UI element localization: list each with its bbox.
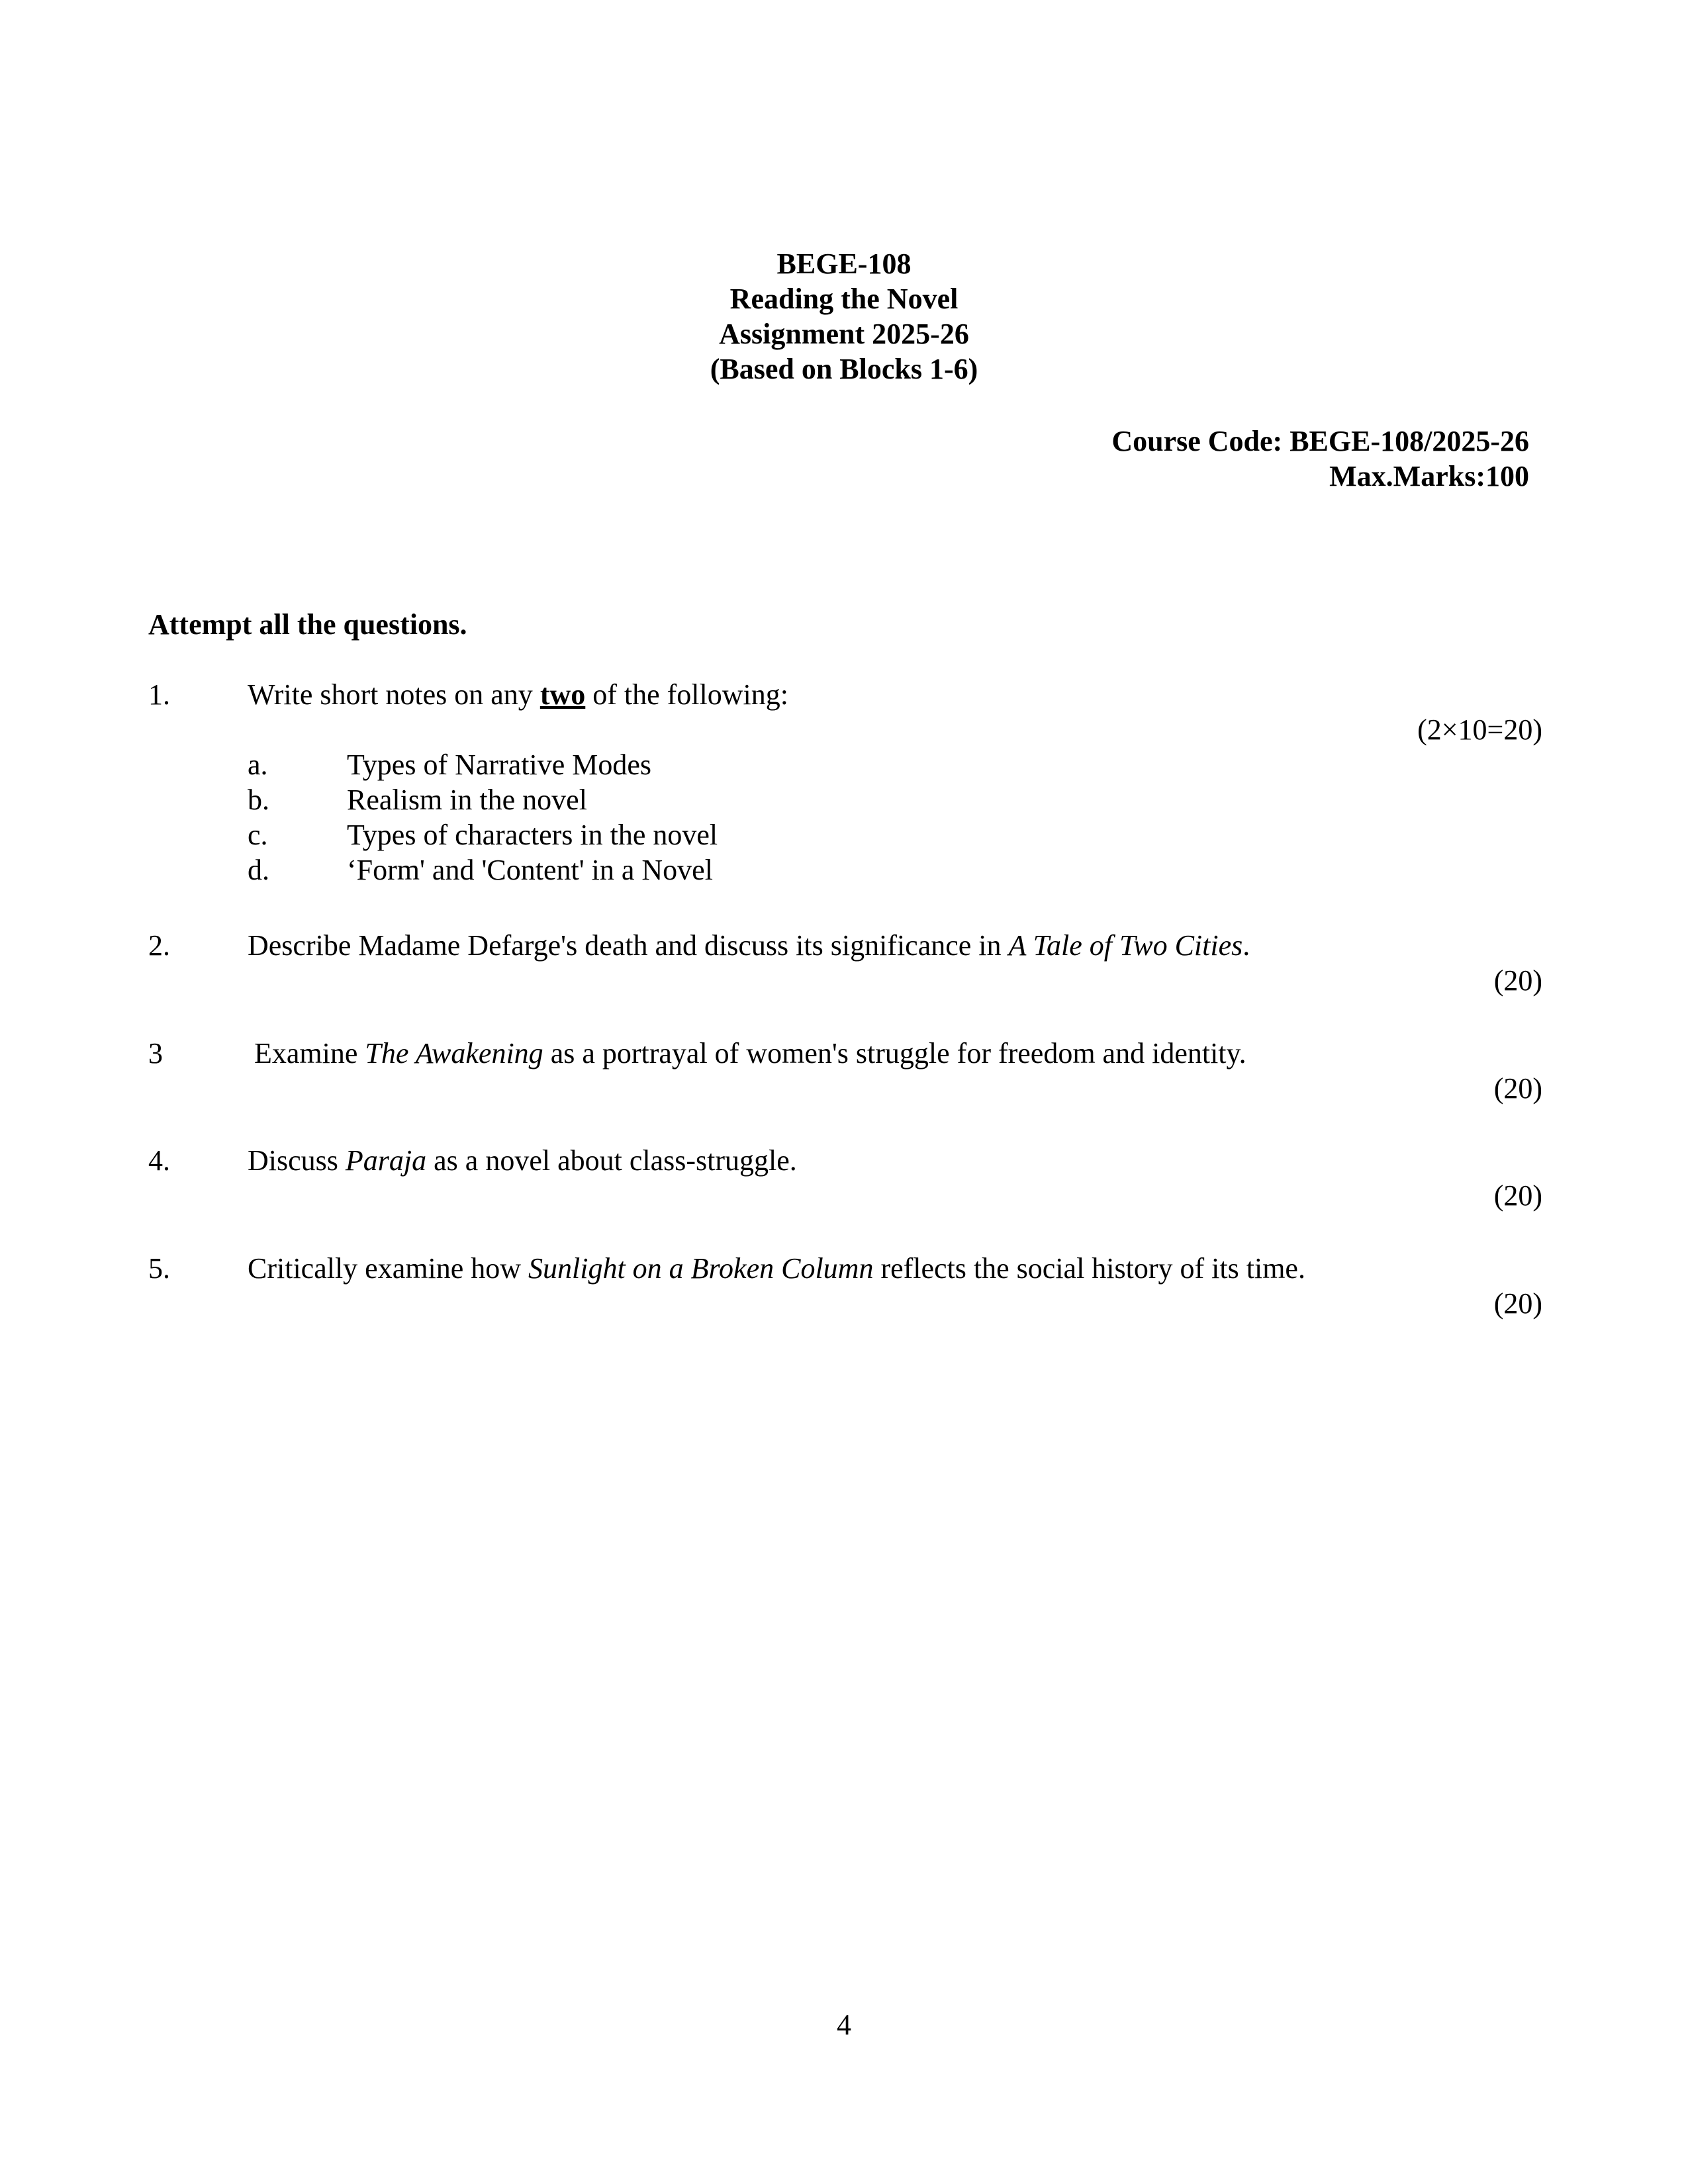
question-text-part: Critically examine how [248, 1252, 528, 1285]
question-text [248, 1143, 797, 1178]
novel-title: Sunlight on a Broken Column [528, 1252, 874, 1285]
sub-question-text: Realism in the novel [347, 784, 587, 816]
question-number: 1. [148, 678, 170, 711]
novel-title: Paraja [345, 1144, 427, 1177]
instruction: Attempt all the questions. [148, 608, 467, 641]
question-1 [148, 677, 1542, 889]
question-4 [148, 1143, 1542, 1216]
question-text-part: Write short notes on any [248, 678, 540, 711]
sub-question-text: Types of Narrative Modes [347, 749, 652, 781]
question-number: 2. [148, 929, 170, 962]
question-5 [148, 1251, 1542, 1324]
question-text-part: Examine [254, 1037, 365, 1069]
question-3 [148, 1036, 1542, 1109]
question-text [248, 1251, 1305, 1286]
sub-question-letter: d. [248, 854, 269, 886]
page-number: 4 [837, 2009, 851, 2041]
question-text-part: Describe Madame Defarge's death and discuss its significance in [248, 929, 1009, 962]
question-number: 5. [148, 1252, 170, 1285]
question-marks: (20) [1493, 1287, 1542, 1320]
question-text-part: as a novel about class-struggle. [426, 1144, 797, 1177]
sub-question-text: ‘Form' and 'Content' in a Novel [347, 854, 713, 886]
question-number: 4. [148, 1144, 170, 1177]
course-name: Reading the Novel [729, 283, 959, 315]
blocks-basis: (Based on Blocks 1-6) [710, 353, 978, 385]
question-number: 3 [148, 1037, 163, 1069]
novel-title: The Awakening [365, 1037, 543, 1069]
novel-title: A Tale of Two Cities [1008, 929, 1243, 962]
question-text-part: of the following: [585, 678, 788, 711]
question-marks: (20) [1493, 964, 1542, 997]
question-text-part: Discuss [248, 1144, 346, 1177]
course-code-title: BEGE-108 [776, 248, 912, 280]
meta-block [1111, 424, 1529, 494]
question-text-part: as a portrayal of women's struggle for freedom and identity. [543, 1037, 1246, 1069]
assignment-year: Assignment 2025-26 [719, 318, 969, 350]
question-text-part: reflects the social history of its time. [873, 1252, 1305, 1285]
question-marks: (20) [1493, 1072, 1542, 1105]
emphasis-word: two [539, 678, 586, 711]
max-marks: Max.Marks:100 [1329, 460, 1529, 492]
question-marks: (2×10=20) [1417, 713, 1542, 746]
title-block [0, 246, 1688, 387]
course-code: Course Code: BEGE-108/2025-26 [1111, 425, 1529, 457]
sub-question-letter: c. [248, 819, 268, 851]
sub-question-text: Types of characters in the novel [347, 819, 718, 851]
question-marks: (20) [1493, 1179, 1542, 1212]
question-2 [148, 928, 1542, 1001]
question-text [248, 677, 788, 712]
question-text [248, 928, 1250, 963]
sub-question-letter: a. [248, 749, 268, 781]
question-text-part: . [1243, 929, 1250, 962]
question-text [254, 1036, 1246, 1071]
sub-question-letter: b. [248, 784, 269, 816]
